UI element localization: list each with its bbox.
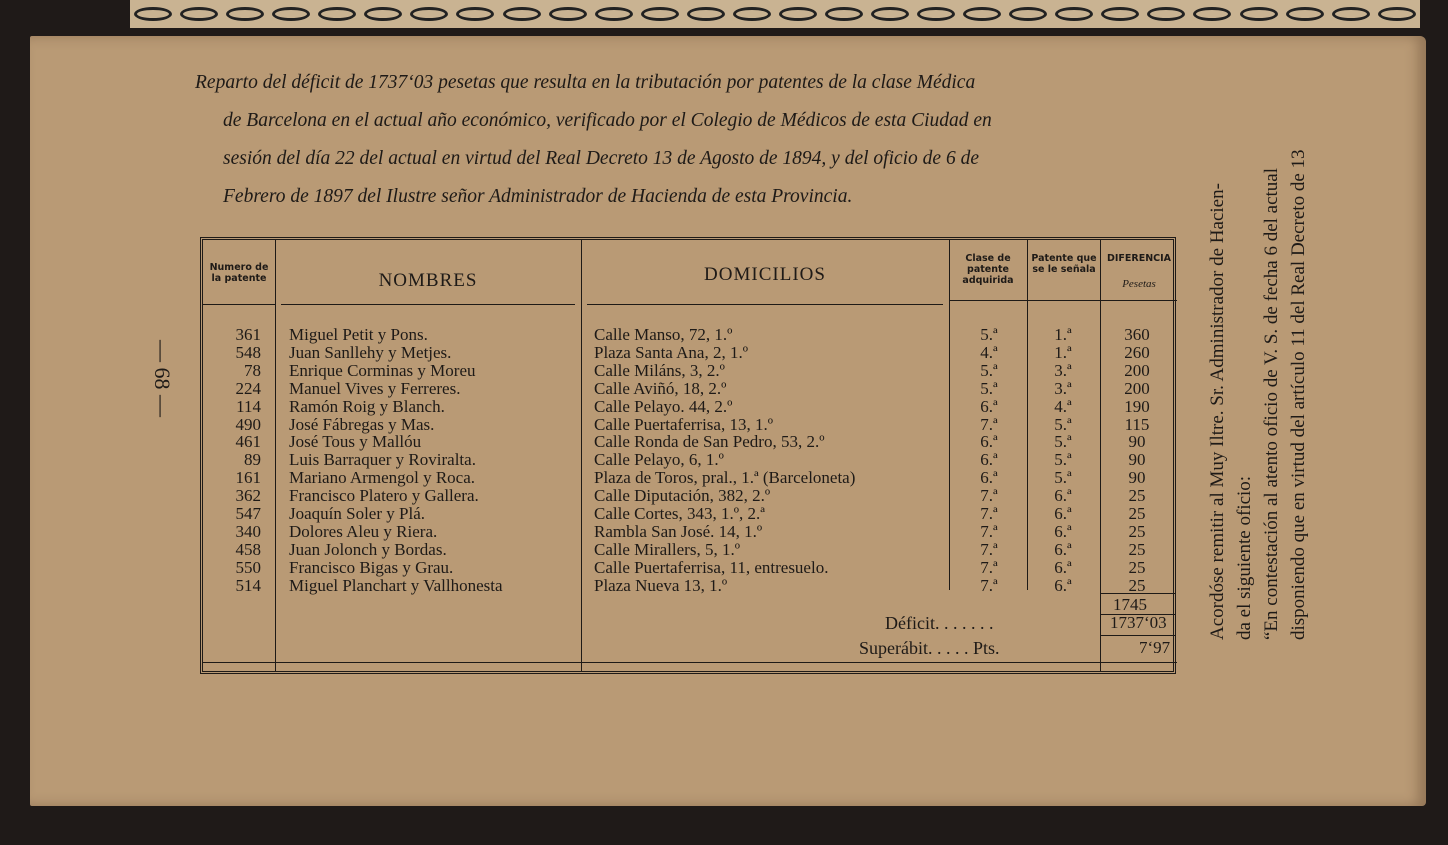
row-patente: 6.ª (1054, 504, 1072, 523)
patent-number: 89 (244, 450, 261, 470)
row-patente: 1.ª (1054, 325, 1072, 344)
row-address: Calle Diputación, 382, 2.º (594, 486, 771, 506)
row-address: Plaza Nueva 13, 1.º (594, 575, 728, 595)
patent-number: 547 (235, 504, 261, 523)
side-line-1: Acordóse remitir al Muy Iltre. Sr. Administrador de Hacien- (1207, 183, 1228, 640)
row-address: Calle Pelayo. 44, 2.º (594, 396, 733, 416)
row-clase: 5.ª (980, 378, 998, 398)
total-rule (1100, 635, 1176, 636)
patent-number: 340 (235, 521, 261, 541)
header-diferencia: DIFERENCIA (1106, 253, 1171, 264)
row-diferencia: 260 (1124, 342, 1150, 362)
row-patente: 6.ª (1054, 575, 1072, 595)
decorative-top-border (130, 0, 1420, 28)
table-row (203, 362, 1173, 380)
table-row (203, 559, 1173, 577)
row-clase: 6.ª (980, 396, 998, 416)
row-diferencia: 90 (1128, 432, 1146, 452)
row-patente: 6.ª (1054, 521, 1072, 541)
row-diferencia: 25 (1128, 504, 1146, 523)
table-row (203, 451, 1173, 469)
row-diferencia: 90 (1128, 468, 1146, 488)
superabit-label: Superábit. . . . . Pts. (859, 638, 1000, 658)
patent-number: 548 (235, 342, 261, 362)
patent-number: 514 (235, 575, 261, 595)
total-value: 1745 (1113, 595, 1147, 614)
row-diferencia: 25 (1128, 486, 1146, 506)
row-address: Calle Pelayo, 6, 1.º (594, 450, 724, 470)
row-diferencia: 90 (1128, 450, 1146, 470)
header-patente: Patente que se le señala (1031, 253, 1097, 275)
side-text (1204, 149, 1312, 640)
row-name: Francisco Bigas y Grau. (289, 557, 454, 577)
heading-line-4: Febrero de 1897 del Ilustre señor Administrador de Hacienda de esta Provincia. (223, 186, 853, 207)
row-address: Calle Aviñó, 18, 2.º (594, 378, 727, 398)
row-address: Calle Cortes, 343, 1.º, 2.ª (594, 504, 765, 523)
row-name: Miguel Petit y Pons. (289, 325, 428, 344)
side-line-2: da el siguiente oficio: (1234, 475, 1255, 640)
header-clase: Clase de patente adquirida (962, 253, 1014, 286)
row-clase: 4.ª (980, 342, 998, 362)
total-rule (1100, 593, 1176, 594)
header-rule (203, 304, 275, 305)
table-row (203, 487, 1173, 505)
header-rule (281, 304, 575, 305)
row-name: Luis Barraquer y Roviralta. (289, 450, 476, 470)
header-domicilios: DOMICILIOS (704, 264, 826, 285)
table-row (203, 541, 1173, 559)
heading-line-2: de Barcelona en el actual año económico, verificado por el Colegio de Médicos de esta Ciudad en (223, 110, 992, 131)
row-diferencia: 360 (1124, 325, 1150, 344)
row-address: Calle Miláns, 3, 2.º (594, 360, 725, 380)
table-row (203, 505, 1173, 523)
row-patente: 4.ª (1054, 396, 1072, 416)
patent-number: 161 (235, 468, 261, 488)
table-row (203, 416, 1173, 434)
deficit-label: Déficit. . . . . . . (885, 613, 994, 633)
header-rule (949, 300, 1177, 301)
row-patente: 5.ª (1054, 450, 1072, 470)
row-diferencia: 200 (1124, 360, 1150, 380)
table-row (203, 523, 1173, 541)
row-name: Juan Jolonch y Bordas. (289, 539, 447, 559)
header-numero: Numero de la patente (209, 262, 269, 284)
row-patente: 6.ª (1054, 486, 1072, 506)
row-name: Mariano Armengol y Roca. (289, 468, 476, 488)
row-diferencia: 200 (1124, 378, 1150, 398)
row-patente: 1.ª (1054, 342, 1072, 362)
row-patente: 6.ª (1054, 539, 1072, 559)
row-diferencia: 25 (1128, 539, 1146, 559)
side-line-3: “En contestación al atento oficio de V. S. de fecha 6 del actual (1261, 167, 1282, 640)
row-clase: 7.ª (980, 521, 998, 541)
heading-line-3: sesión del día 22 del actual en virtud del Real Decreto 13 de Agosto de 1894, y del oficio de 6 de (223, 148, 979, 169)
row-clase: 7.ª (980, 504, 998, 523)
row-clase: 7.ª (980, 557, 998, 577)
header-nombres: NOMBRES (378, 270, 478, 291)
row-name: Juan Sanllehy y Metjes. (289, 342, 452, 362)
superabit-value: 7‘97 (1139, 638, 1171, 657)
table-row (203, 469, 1173, 487)
row-clase: 6.ª (980, 432, 998, 452)
row-patente: 3.ª (1054, 378, 1072, 398)
row-address: Calle Mirallers, 5, 1.º (594, 539, 740, 559)
row-clase: 5.ª (980, 325, 998, 344)
row-diferencia: 190 (1124, 396, 1150, 416)
patent-number: 114 (236, 396, 261, 416)
table-row (203, 344, 1173, 362)
row-address: Rambla San José. 14, 1.º (594, 521, 763, 541)
bottom-rule (203, 662, 1177, 663)
row-address: Calle Ronda de San Pedro, 53, 2.º (594, 432, 825, 452)
patent-number: 362 (235, 486, 261, 506)
table-row (203, 577, 1173, 595)
table-row (203, 380, 1173, 398)
row-patente: 5.ª (1054, 468, 1072, 488)
row-patente: 5.ª (1054, 414, 1072, 434)
row-clase: 6.ª (980, 468, 998, 488)
row-clase: 5.ª (980, 360, 998, 380)
row-diferencia: 25 (1128, 521, 1146, 541)
row-clase: 7.ª (980, 575, 998, 595)
row-name: Dolores Aleu y Riera. (289, 521, 438, 541)
heading-line-1: Reparto del déficit de 1737‘03 pesetas que resulta en la tributación por patentes de la clase Médica (195, 72, 976, 93)
patent-number: 490 (235, 414, 261, 434)
table-row (203, 398, 1173, 416)
patent-number: 78 (244, 360, 261, 380)
row-name: José Fábregas y Mas. (289, 414, 435, 434)
row-patente: 5.ª (1054, 432, 1072, 452)
row-name: Miguel Planchart y Vallhonesta (289, 575, 503, 595)
row-address: Calle Manso, 72, 1.º (594, 325, 733, 344)
table-row (203, 433, 1173, 451)
row-clase: 7.ª (980, 414, 998, 434)
row-clase: 7.ª (980, 539, 998, 559)
deficit-value: 1737‘03 (1110, 613, 1167, 632)
patent-number: 461 (235, 432, 261, 452)
row-name: Ramón Roig y Blanch. (289, 396, 445, 416)
row-name: Francisco Platero y Gallera. (289, 486, 479, 506)
document-heading (195, 64, 1175, 216)
header-rule (587, 304, 943, 305)
row-patente: 6.ª (1054, 557, 1072, 577)
row-clase: 7.ª (980, 486, 998, 506)
row-diferencia: 25 (1128, 557, 1146, 577)
patent-number: 458 (235, 539, 261, 559)
patent-number: 361 (235, 325, 261, 344)
row-clase: 6.ª (980, 450, 998, 470)
page-number: — 68 — (150, 340, 175, 417)
row-name: José Tous y Mallóu (289, 432, 422, 452)
patent-number: 224 (235, 378, 261, 398)
row-diferencia: 115 (1124, 414, 1150, 434)
row-address: Calle Puertaferrisa, 13, 1.º (594, 414, 773, 434)
row-diferencia: 25 (1128, 575, 1146, 595)
row-address: Plaza de Toros, pral., 1.ª (Barceloneta) (594, 468, 856, 488)
row-name: Joaquín Soler y Plá. (289, 504, 425, 523)
patent-table (200, 237, 1176, 674)
row-address: Plaza Santa Ana, 2, 1.º (594, 342, 748, 362)
side-line-4: disponiendo que en virtud del artículo 11 del Real Decreto de 13 (1288, 149, 1309, 640)
row-patente: 3.ª (1054, 360, 1072, 380)
header-pesetas: Pesetas (1122, 278, 1156, 290)
row-name: Enrique Corminas y Moreu (289, 360, 476, 380)
patent-number: 550 (235, 557, 261, 577)
row-name: Manuel Vives y Ferreres. (289, 378, 461, 398)
row-address: Calle Puertaferrisa, 11, entresuelo. (594, 557, 829, 577)
table-row (203, 326, 1173, 344)
